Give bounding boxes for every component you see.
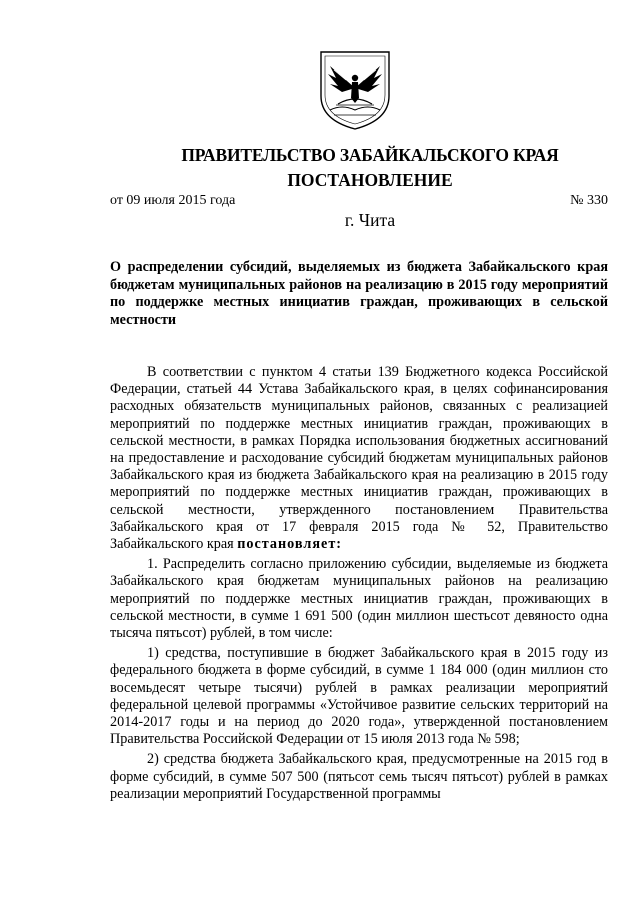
document-number: № 330 bbox=[570, 193, 608, 208]
org-title: ПРАВИТЕЛЬСТВО ЗАБАЙКАЛЬСКОГО КРАЯ bbox=[181, 145, 559, 165]
paragraph-1: 1. Распределить согласно приложению субсидии, выделяемые из бюджета Забайкальского края бюджетам муниципальных районов на реализацию мероприятий по поддержке местных инициатив граждан, проживающих в сельской местности, в сумме 1 691 500 (один миллион шестьсот девяносто одна тысяча пятьсот) рублей, в том числе: bbox=[110, 556, 608, 642]
city: г. Чита bbox=[344, 210, 396, 230]
coat-of-arms-icon bbox=[316, 48, 394, 132]
subparagraph-2: 2) средства бюджета Забайкальского края, предусмотренные на 2015 год в форме субсидий, в сумме 507 500 (пятьсот семь тысяч пятьсот) рублей в рамках реализации мероприятий Государственной программы bbox=[110, 751, 608, 802]
intro-text: В соответствии с пунктом 4 статьи 139 Бюджетного кодекса Российской Федерации, статьей 44 Устава Забайкальского края, в целях софинансирования расходных обязательств муниципальных районов, связанных с реализацией мероприятий по поддержке местных инициатив граждан, проживающих в сельской местности, в рамках Порядка использования бюджетных ассигнований на предоставление и расходование субсидий бюджетам муниципальных районов Забайкальского края из бюджета Забайкальского края на реализацию в 2015 году мероприятий по поддержке местных инициатив граждан, проживающих в сельской местности, утвержденного постановлением Правительства Забайкальского края от 17 февраля 2015 года № 52, Правительство Забайкальского края bbox=[110, 364, 608, 553]
document-body bbox=[110, 364, 608, 803]
subparagraph-1: 1) средства, поступившие в бюджет Забайкальского края в 2015 году из федерального бюджета в форме субсидий, в сумме 1 184 000 (один миллион сто восемьдесят четыре тысячи) рублей в рамках реализации мероприятий федеральной целевой программы «Устойчивое развитие сельских территорий на 2014-2017 годы и на период до 2020 года», утвержденной постановлением Правительства Российской Федерации от 15 июля 2013 года № 598; bbox=[110, 645, 608, 748]
document-title: О распределении субсидий, выделяемых из бюджета Забайкальского края бюджетам муниципальных районов на реализацию в 2015 году мероприятий по поддержке местных инициатив граждан, проживающих в сельской местности bbox=[110, 259, 608, 328]
resolution-keyword: постановляет: bbox=[237, 536, 343, 553]
document-type: ПОСТАНОВЛЕНИЕ bbox=[287, 170, 453, 190]
document-date: от 09 июля 2015 года bbox=[110, 193, 236, 208]
intro-paragraph bbox=[110, 364, 608, 553]
